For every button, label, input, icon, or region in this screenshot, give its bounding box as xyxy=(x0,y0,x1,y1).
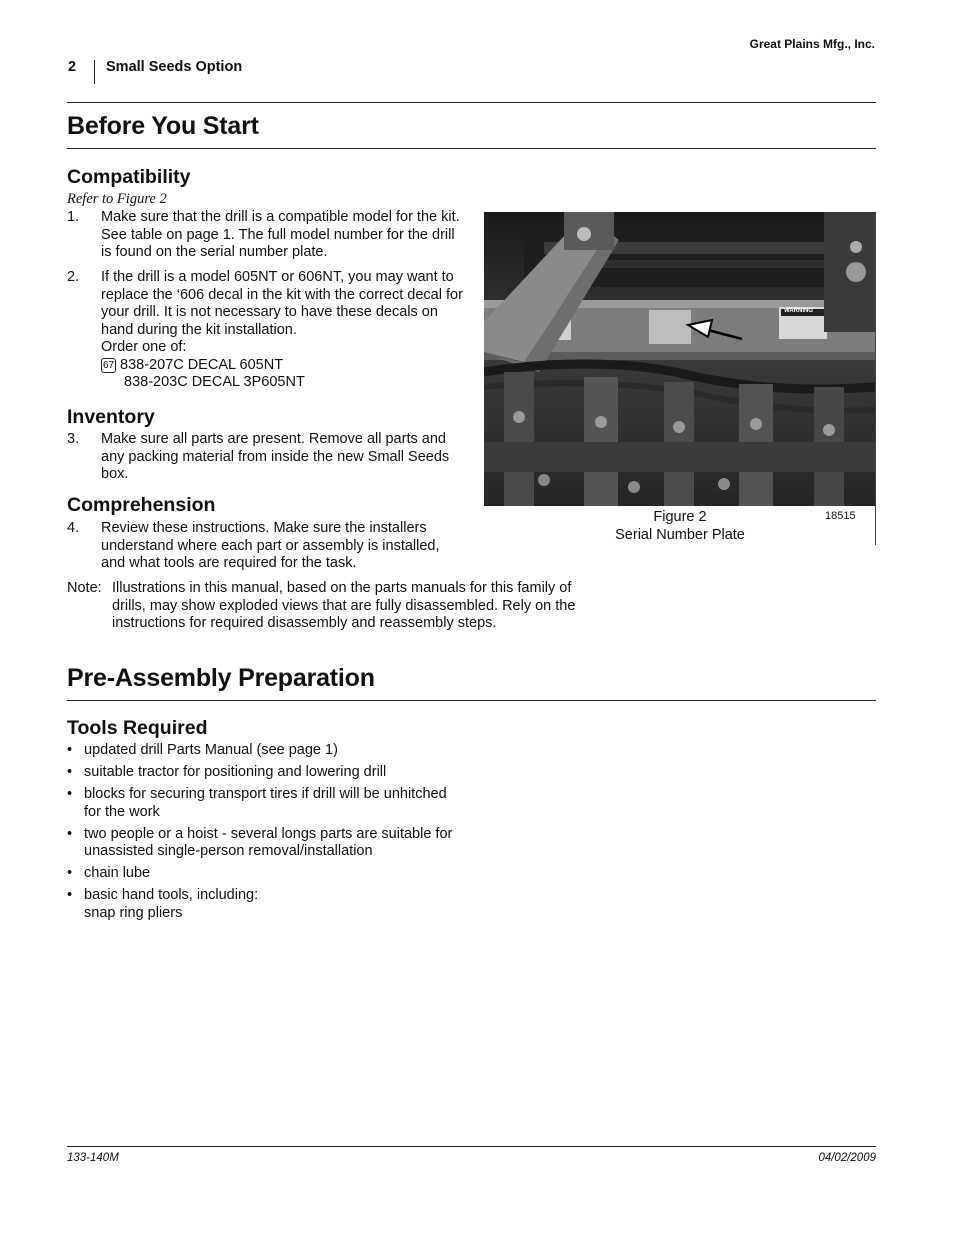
order-label: Order one of: xyxy=(101,339,187,355)
callout-badge: 67 xyxy=(102,359,115,371)
document-date: 04/02/2009 xyxy=(818,1152,876,1164)
list-sub-item: snap ring pliers xyxy=(84,904,183,921)
document-number: 133-140M xyxy=(67,1152,119,1164)
pre-assembly-rule xyxy=(67,700,876,701)
bullet: • xyxy=(67,865,73,881)
item-text: Make sure all parts are present. Remove all parts and any packing material from inside the new Small Seeds box. xyxy=(101,431,450,482)
list-item xyxy=(67,764,467,782)
figure-caption-number: Figure 2 xyxy=(653,509,707,525)
item-text: Review these instructions. Make sure the installers understand where each part or assembly is installed, and what tools are required for the task. xyxy=(101,520,440,571)
refer-to-figure: Refer to Figure 2 xyxy=(67,191,167,207)
part-line-1 xyxy=(101,357,467,375)
list-item xyxy=(67,742,467,760)
drill-photo-illustration xyxy=(484,212,875,506)
compatibility-heading: Compatibility xyxy=(67,166,191,188)
warning-decal-text: WARNING xyxy=(784,308,813,314)
inventory-heading: Inventory xyxy=(67,406,155,428)
item-text: If the drill is a model 605NT or 606NT, you may want to replace the ‘606 decal in the kit with the correct decal for your drill. It is not necessary to have these decals on hand during the kit installation. xyxy=(101,269,463,338)
note-block xyxy=(67,580,607,633)
list-item xyxy=(67,887,467,922)
note-text: Illustrations in this manual, based on the parts manuals for this family of drills, may show exploded views that are fully disassembled. Rely on the instructions for required disassembly and reassembly steps. xyxy=(112,580,576,631)
instruction-item-2 xyxy=(67,269,467,392)
section-name: Small Seeds Option xyxy=(106,59,243,75)
note-label: Note: xyxy=(67,580,102,596)
instruction-item-3 xyxy=(67,431,467,484)
list-item xyxy=(67,786,467,821)
list-item-text: two people or a hoist - several longs parts are suitable for unassisted single-person removal/installation xyxy=(84,825,453,859)
list-item xyxy=(67,826,467,861)
list-item-text: chain lube xyxy=(84,865,151,881)
item-text: Make sure that the drill is a compatible model for the kit. See table on page 1. The full model number for the drill is found on the serial number plate. xyxy=(101,209,460,260)
figure-id: 18515 xyxy=(825,510,856,522)
page-number: 2 xyxy=(68,59,77,75)
list-item-text: suitable tractor for positioning and lowering drill xyxy=(84,764,387,780)
part-line-2: 838-203C DECAL 3P605NT xyxy=(124,374,305,390)
instruction-item-1 xyxy=(67,209,467,262)
figure-caption-title: Serial Number Plate xyxy=(615,526,745,543)
part-text: 838-207C DECAL 605NT xyxy=(120,356,284,373)
bullet: • xyxy=(67,742,73,758)
header-divider xyxy=(94,60,95,84)
title-rule xyxy=(67,148,876,149)
footer-rule xyxy=(67,1146,876,1147)
bullet: • xyxy=(67,764,73,780)
list-item-text: updated drill Parts Manual (see page 1) xyxy=(84,742,338,758)
bullet: • xyxy=(67,786,73,802)
comprehension-heading: Comprehension xyxy=(67,494,216,516)
instruction-item-4 xyxy=(67,520,467,573)
list-item-text: basic hand tools, including: xyxy=(84,887,259,903)
bullet: • xyxy=(67,887,73,903)
tools-required-heading: Tools Required xyxy=(67,717,208,739)
pre-assembly-title: Pre-Assembly Preparation xyxy=(67,664,375,692)
figure-frame-edge xyxy=(875,212,876,545)
list-item-text: blocks for securing transport tires if drill will be unhitched for the work xyxy=(84,786,447,820)
header-rule xyxy=(67,102,876,103)
serial-number-plate-photo xyxy=(484,212,875,506)
tools-list xyxy=(67,742,467,927)
before-you-start-title: Before You Start xyxy=(67,112,259,140)
item-number: 4. xyxy=(67,520,80,536)
bullet: • xyxy=(67,825,73,842)
list-item xyxy=(67,865,467,883)
item-number: 2. xyxy=(67,269,80,285)
company-name: Great Plains Mfg., Inc. xyxy=(749,37,875,51)
figure-caption xyxy=(484,509,876,544)
item-number: 1. xyxy=(67,209,80,225)
item-number: 3. xyxy=(67,431,80,447)
